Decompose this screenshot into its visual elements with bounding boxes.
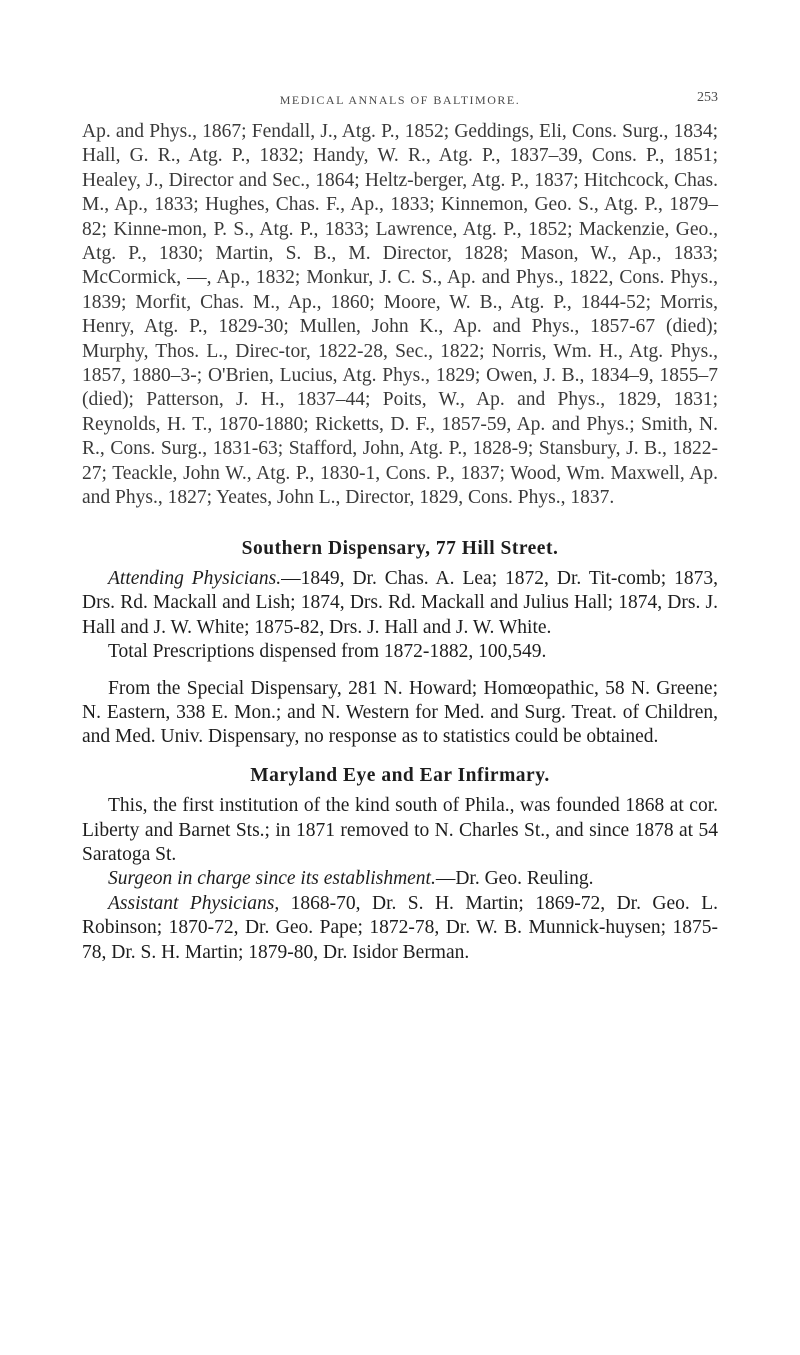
maryland-infirmary-heading: Maryland Eye and Ear Infirmary. — [250, 764, 550, 786]
attending-physicians-paragraph — [82, 567, 718, 640]
infirmary-founding-paragraph: This, the first institution of the kind south of Phila., was founded 1868 at cor. Liberty and Barnet Sts.; in 1871 removed to N. Charles St., and since 1878 at 54 Saratoga St. — [82, 795, 718, 865]
surgeon-label: Surgeon in charge since its establishment. — [108, 868, 436, 890]
page-body — [82, 120, 718, 965]
southern-dispensary-heading: Southern Dispensary, 77 Hill Street. — [241, 537, 559, 559]
page-number: 253 — [697, 90, 718, 105]
assistant-physicians-text: 1868-70, Dr. S. H. Martin; 1869-72, Dr. Geo. L. Robinson; 1870-72, Dr. Geo. Pape; 1872-78, Dr. W. B. Munnick-huysen; 1875-78, Dr. S. H. Martin; 1879-80, Dr. Isidor Berman. — [82, 892, 718, 963]
intro-paragraph: Ap. and Phys., 1867; Fendall, J., Atg. P., 1852; Geddings, Eli, Cons. Surg., 1834; Hall, G. R., Atg. P., 1832; Handy, W. R., Atg. P., 1837–39, Cons. P., 1851; Healey, J., Director and Sec., 1864; Heltz-berger, Atg. P., 1837; Hitchcock, Chas. M., Ap., 1833; Hughes, Chas. F., Ap., 1833; Kinnemon, Geo. S., Atg. P., 1879–82; Kinne-mon, P. S., Atg. P., 1833; Lawrence, Atg. P., 1852; Mackenzie, Geo., Atg. P., 1830; Martin, S. B., M. Director, 1828; Mason, W., Ap., 1833; McCormick, —, Ap., 1832; Monkur, J. C. S., Ap. and Phys., 1822, Cons. Phys., 1839; Morfit, Chas. M., Ap., 1860; Moore, W. B., Atg. P., 1844-52; Morris, Henry, Atg. P., 1829-30; Mullen, John K., Ap. and Phys., 1857-67 (died); Murphy, Thos. L., Direc-tor, 1822-28, Sec., 1822; Norris, Wm. H., Atg. Phys., 1857, 1880–3-; O'Brien, Lucius, Atg. Phys., 1829; Owen, J. B., 1834–9, 1855–7 (died); Patterson, J. H., 1837–44; Poits, W., Ap. and Phys., 1829, 1831; Reynolds, H. T., 1870-1880; Ricketts, D. F., 1857-59, Ap. and Phys.; Smith, N. R., Cons. Surg., 1831-63; Stafford, John, Atg. P., 1828-9; Stansbury, J. B., 1822-27; Teackle, John W., Atg. P., 1830-1, Cons. P., 1837; Wood, Wm. Maxwell, Ap. and Phys., 1827; Yeates, John L., Director, 1829, Cons. Phys., 1837. — [82, 121, 718, 509]
surgeon-text: —Dr. Geo. Reuling. — [435, 868, 594, 890]
assistant-physicians-paragraph — [82, 892, 718, 965]
prescriptions-paragraph: Total Prescriptions dispensed from 1872-1882, 100,549. — [108, 641, 547, 663]
running-head: MEDICAL ANNALS OF BALTIMORE. — [279, 93, 521, 107]
attending-physicians-text: —1849, Dr. Chas. A. Lea; 1872, Dr. Tit-comb; 1873, Drs. Rd. Mackall and Lish; 1874, Drs. Rd. Mackall and Julius Hall; 1874, Drs. J. Hall and J. W. White; 1875-82, Drs. J. Hall and J. W. White. — [82, 567, 718, 638]
special-dispensary-paragraph: From the Special Dispensary, 281 N. Howard; Homœopathic, 58 N. Greene; N. Eastern, 338 E. Mon.; and N. Western for Med. and Surg. Treat. of Children, and Med. Univ. Dispensary, no response as to statistics could be obtained. — [82, 677, 718, 748]
surgeon-paragraph — [82, 867, 718, 891]
assistant-physicians-label: Assistant Physicians, — [108, 892, 280, 914]
attending-physicians-label: Attending Physicians. — [108, 567, 282, 589]
